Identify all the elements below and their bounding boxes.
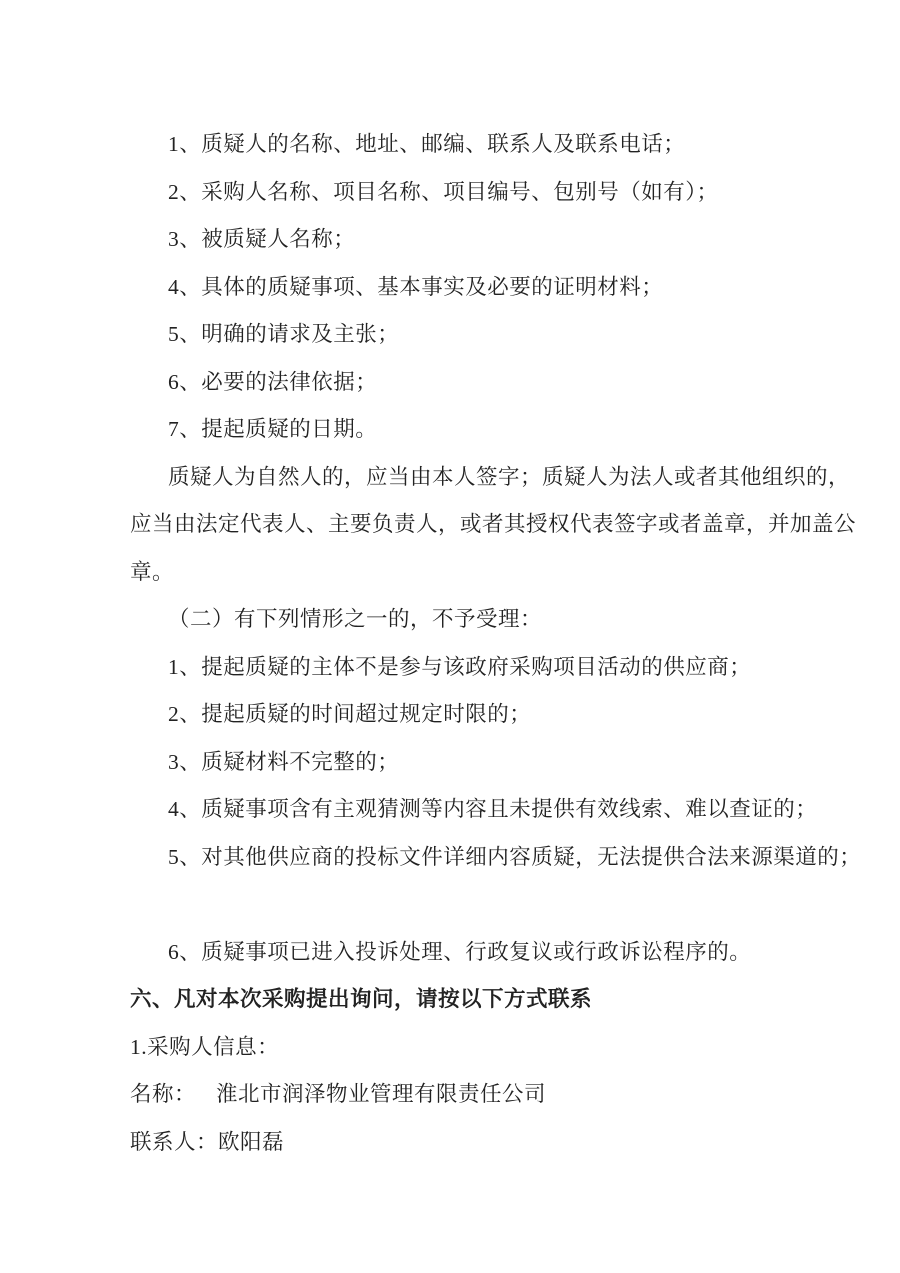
rejection-item-2: 2、提起质疑的时间超过规定时限的； bbox=[168, 702, 532, 726]
purchaser-contact-line: 联系人：欧阳磊 bbox=[130, 1129, 285, 1154]
signature-paragraph-line-2: 应当由法定代表人、主要负责人，或者其授权代表签字或者盖章，并加盖公 bbox=[130, 512, 857, 536]
purchaser-info-label: 1.采购人信息： bbox=[130, 1034, 280, 1059]
purchaser-name-value: 淮北市润泽物业管理有限责任公司 bbox=[216, 1082, 547, 1106]
rejection-item-6: 6、质疑事项已进入投诉处理、行政复议或行政诉讼程序的。 bbox=[168, 939, 752, 964]
document-body bbox=[130, 121, 870, 1166]
section-six-heading: 六、凡对本次采购提出询问，请按以下方式联系 bbox=[130, 987, 593, 1011]
rejection-item-3: 3、质疑材料不完整的； bbox=[168, 749, 400, 774]
rejection-item-1: 1、提起质疑的主体不是参与该政府采购项目活动的供应商； bbox=[168, 654, 752, 679]
requirement-item-6: 6、必要的法律依据； bbox=[168, 369, 378, 394]
requirement-item-4: 4、具体的质疑事项、基本事实及必要的证明材料； bbox=[168, 274, 664, 299]
requirement-item-1: 1、质疑人的名称、地址、邮编、联系人及联系电话； bbox=[168, 132, 686, 156]
requirement-item-7: 7、提起质疑的日期。 bbox=[168, 417, 378, 441]
requirement-item-3: 3、被质疑人名称； bbox=[168, 227, 356, 251]
signature-paragraph-line-1: 质疑人为自然人的，应当由本人签字；质疑人为法人或者其他组织的， bbox=[168, 464, 851, 489]
purchaser-name-line bbox=[130, 1071, 870, 1119]
purchaser-name-label: 名称： bbox=[130, 1082, 197, 1106]
rejection-item-5: 5、对其他供应商的投标文件详细内容质疑，无法提供合法来源渠道的； bbox=[168, 844, 862, 869]
signature-paragraph-line-3: 章。 bbox=[130, 559, 175, 584]
requirement-item-5: 5、明确的请求及主张； bbox=[168, 322, 400, 346]
rejection-subsection-heading: （二）有下列情形之一的，不予受理： bbox=[168, 607, 543, 631]
requirement-item-2: 2、采购人名称、项目名称、项目编号、包别号（如有）； bbox=[168, 179, 719, 204]
rejection-item-4: 4、质疑事项含有主观猜测等内容且未提供有效线索、难以查证的； bbox=[168, 797, 818, 821]
